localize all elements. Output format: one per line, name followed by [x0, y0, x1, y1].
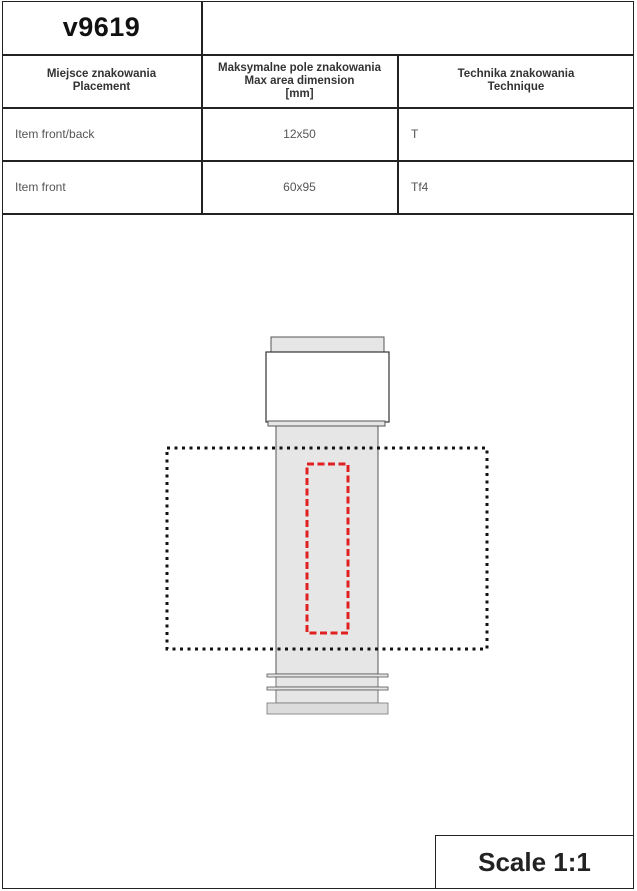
cap-body	[266, 352, 389, 422]
header-placement-pl: Miejsce znakowania	[46, 68, 157, 80]
row2-dimension: 60x95	[283, 180, 316, 194]
row2-placement: Item front	[15, 180, 66, 194]
bottom-band	[276, 677, 378, 687]
header-max-area-unit: [mm]	[285, 87, 314, 100]
header-placement-en: Placement	[72, 81, 131, 93]
cap-top-rim	[271, 337, 384, 352]
header-max-area-en: Max area dimension	[244, 74, 355, 87]
scale-label: Scale 1:1	[478, 846, 591, 877]
bottle-base	[267, 703, 388, 714]
bottom-band	[276, 690, 378, 703]
product-code: v9619	[62, 12, 141, 42]
bottom-ring	[267, 687, 388, 690]
row2-technique: Tf4	[411, 180, 429, 194]
scale-box	[435, 835, 634, 889]
row1-dimension: 12x50	[283, 127, 316, 141]
bottom-ring	[267, 674, 388, 677]
bottle-body	[276, 426, 378, 674]
cap-ring	[268, 421, 385, 426]
header-technique-pl: Technika znakowania	[457, 68, 575, 80]
header-technique-en: Technique	[487, 81, 545, 93]
row1-technique: T	[411, 127, 419, 141]
header-max-area-pl: Maksymalne pole znakowania	[218, 61, 381, 74]
row1-placement: Item front/back	[15, 127, 95, 141]
